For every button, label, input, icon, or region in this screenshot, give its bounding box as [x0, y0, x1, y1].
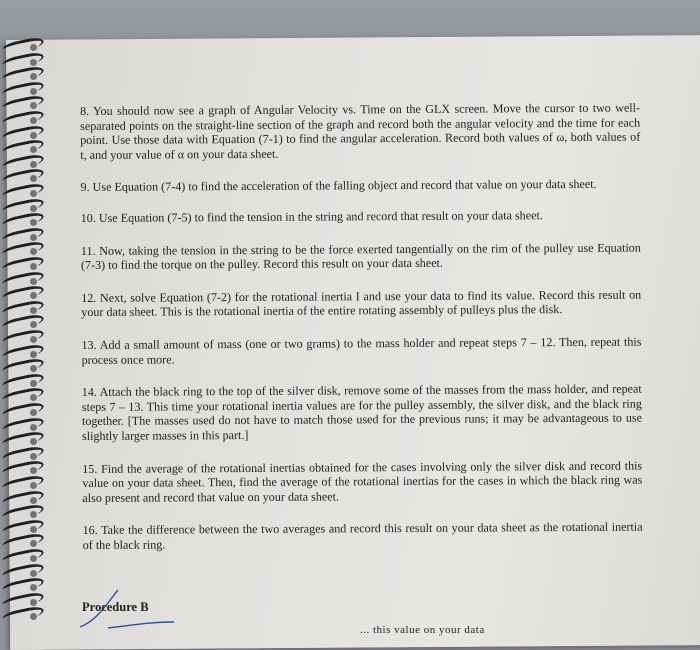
step-11: 11. Now, taking the tension in the string to be the force exerted tangentially on the rim of the pulley use Equation (7-3) to find the torque on the pulley. Record this result on your data sheet.	[80, 240, 641, 273]
binding-coil	[1, 605, 44, 624]
procedure-text	[80, 101, 643, 571]
procedure-b-heading: Procedure B	[82, 600, 149, 614]
step-9: 9. Use Equation (7-4) to find the acceleration of the falling object and record that value on your data sheet.	[80, 177, 597, 195]
step-10: 10. Use Equation (7-5) to find the tension in the string and record that result on your data sheet.	[80, 208, 543, 225]
cut-off-text: ... this value on your data	[360, 624, 485, 636]
step-16: 16. Take the difference between the two averages and record this result on your data sheet as the rotational inertia of the black ring.	[82, 519, 643, 552]
step-13: 13. Add a small amount of mass (one or two grams) to the mass holder and repeat steps 7 – 12. Then, repeat this process once more.	[81, 334, 642, 367]
spiral-binding	[0, 40, 44, 640]
step-8: 8. You should now see a graph of Angular Velocity vs. Time on the GLX screen. Move the cursor to two well-separated points on the straight-line section of the graph and record both the angular velocity and the time for each point. Use those data with Equation (7-1) to find the angular acceleration. Record both values of ω, both values of t, and your value of α on your data sheet.	[80, 100, 641, 162]
step-14: 14. Attach the black ring to the top of the silver disk, remove some of the masses from the mass holder, and repeat steps 7 – 13. This time your rotational inertia values are for the pulley assembly, the silver disk, and the black ring together. [The masses used do not have to match those used for the previous runs; it may be advantageous to use slightly larger masses in this part.]	[81, 381, 642, 443]
step-15: 15. Find the average of the rotational inertias obtained for the cases involving only the silver disk and record this value on your data sheet. Then, find the average of the rotational inertias for the cases in which the black ring was also present and record that value on your data sheet.	[82, 458, 643, 505]
step-12: 12. Next, solve Equation (7-2) for the rotational inertia I and use your data to find its value. Record this result on your data sheet. This is the rotational inertia of the entire rotating assembly of pulleys plus the disk.	[81, 287, 642, 320]
